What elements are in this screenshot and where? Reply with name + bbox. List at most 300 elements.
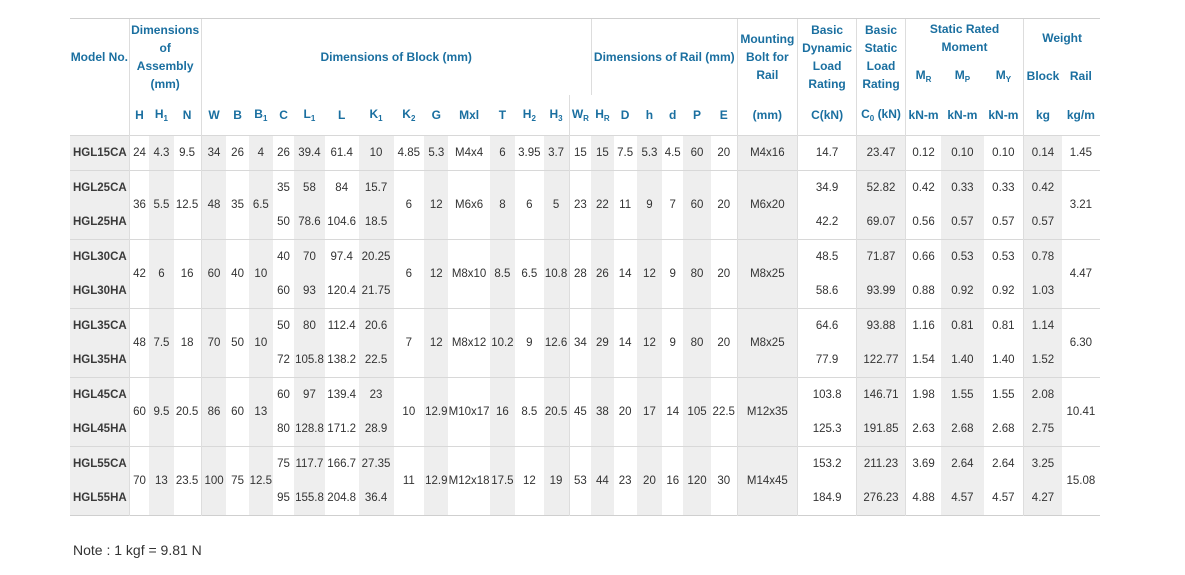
table-row bbox=[70, 447, 1100, 482]
cell-mr: 1.16 bbox=[905, 309, 941, 344]
cell-c-kn: 77.9 bbox=[797, 343, 856, 378]
cell-k2: 11 bbox=[394, 447, 425, 516]
cell-p: 60 bbox=[683, 136, 710, 171]
cell-model: HGL25HA bbox=[70, 205, 129, 240]
cell-bolt: M12x35 bbox=[737, 378, 797, 447]
cell-my: 0.57 bbox=[992, 216, 1015, 228]
cell-block: 0.57 bbox=[1024, 205, 1062, 240]
header-W: W bbox=[201, 95, 226, 136]
cell-wr: 28 bbox=[569, 240, 591, 309]
cell-l: 120.4 bbox=[327, 285, 357, 297]
cell-k2: 10 bbox=[394, 378, 425, 447]
cell-block: 0.78 bbox=[1024, 240, 1062, 275]
header-mp: $M_P$ bbox=[954, 68, 971, 84]
cell-b: 40 bbox=[226, 240, 248, 309]
header-rail: Dimensions of Rail (mm) bbox=[591, 19, 737, 96]
cell-k1: 20.6 bbox=[359, 309, 394, 344]
cell-l1: 80 bbox=[294, 309, 325, 344]
cell-k1: 10 bbox=[359, 136, 394, 171]
cell-e: 20 bbox=[711, 136, 737, 171]
cell-l: 166.7 bbox=[325, 447, 359, 482]
cell-w: 70 bbox=[201, 309, 226, 378]
cell-b: 35 bbox=[226, 171, 248, 240]
cell-mxl: M8x10 bbox=[448, 240, 489, 309]
cell-h3: 12.6 bbox=[544, 309, 569, 378]
cell-bolt: M14x45 bbox=[737, 447, 797, 516]
cell-h2: 6 bbox=[515, 171, 544, 240]
header-moment: Static Rated Moment bbox=[905, 19, 1023, 58]
cell-h: 12 bbox=[637, 309, 662, 378]
cell-bolt: M6x20 bbox=[737, 171, 797, 240]
header-E: E bbox=[719, 108, 728, 122]
cell-h: 36 bbox=[129, 171, 149, 240]
cell-c: 50 bbox=[277, 216, 290, 228]
cell-c-kn: 64.6 bbox=[797, 309, 856, 344]
cell-k2: 4.85 bbox=[394, 136, 425, 171]
cell-my: 2.68 bbox=[992, 423, 1015, 435]
header-WR: $W_R$ bbox=[569, 95, 591, 136]
cell-c: 80 bbox=[277, 423, 290, 435]
header-h: h bbox=[645, 108, 654, 122]
cell-mr: 0.56 bbox=[905, 205, 941, 240]
header-stat-unit: $C_0$ (kN) bbox=[857, 95, 906, 136]
cell-b1: 10 bbox=[249, 240, 273, 309]
cell-mr: 0.88 bbox=[905, 274, 941, 309]
cell-t: 8 bbox=[490, 171, 515, 240]
cell-c0: 69.07 bbox=[857, 205, 906, 240]
cell-l: 84 bbox=[325, 171, 359, 206]
cell-wr: 34 bbox=[569, 309, 591, 378]
cell-w: 48 bbox=[201, 171, 226, 240]
cell-l1: 117.7 bbox=[294, 447, 325, 482]
cell-c: 95 bbox=[277, 492, 290, 504]
cell-n: 16 bbox=[174, 240, 202, 309]
cell-l1: 70 bbox=[294, 240, 325, 275]
footnote: Note : 1 kgf = 9.81 N bbox=[73, 542, 202, 558]
cell-p: 80 bbox=[683, 309, 710, 378]
cell-c0: 191.85 bbox=[857, 412, 906, 447]
cell-b: 60 bbox=[226, 378, 248, 447]
cell-mr: 0.66 bbox=[905, 240, 941, 275]
cell-l: 171.2 bbox=[327, 423, 357, 435]
cell-bolt: M4x16 bbox=[737, 136, 797, 171]
cell-h3: 3.7 bbox=[544, 136, 569, 171]
cell-c-kn: 48.5 bbox=[797, 240, 856, 275]
cell-model: HGL35HA bbox=[70, 343, 129, 378]
header-model: Model No. bbox=[70, 19, 129, 96]
cell-b: 50 bbox=[226, 309, 248, 378]
cell-h3: 10.8 bbox=[544, 240, 569, 309]
cell-b1: 10 bbox=[249, 309, 273, 378]
cell-g: 5.3 bbox=[424, 136, 448, 171]
cell-k1: 28.9 bbox=[359, 412, 394, 447]
table-row bbox=[70, 171, 1100, 206]
header-H3: $H_3$ bbox=[549, 107, 563, 123]
header-blank bbox=[70, 95, 129, 136]
cell-k1: 21.75 bbox=[359, 274, 394, 309]
header-B1: $B_1$ bbox=[254, 107, 268, 123]
cell-l: 61.4 bbox=[325, 136, 359, 171]
cell-l1: 39.4 bbox=[294, 136, 325, 171]
cell-c: 26 bbox=[273, 136, 294, 171]
cell-my: 0.33 bbox=[984, 171, 1024, 206]
cell-d: 4.5 bbox=[662, 136, 683, 171]
cell-n: 12.5 bbox=[174, 171, 202, 240]
cell-c-kn: 125.3 bbox=[797, 412, 856, 447]
header-L1: $L_1$ bbox=[303, 107, 316, 123]
cell-h: 48 bbox=[129, 309, 149, 378]
cell-g: 12 bbox=[424, 171, 448, 240]
cell-l: 97.4 bbox=[325, 240, 359, 275]
cell-b1: 4 bbox=[249, 136, 273, 171]
cell-c-kn: 103.8 bbox=[797, 378, 856, 413]
cell-p: 60 bbox=[683, 171, 710, 240]
cell-mp: 0.53 bbox=[941, 240, 983, 275]
table-body bbox=[70, 136, 1100, 517]
cell-g: 12 bbox=[424, 240, 448, 309]
cell-d: 9 bbox=[662, 240, 683, 309]
cell-t: 10.2 bbox=[490, 309, 515, 378]
header-my: $M_Y$ bbox=[995, 68, 1012, 84]
cell-c-kn: 153.2 bbox=[797, 447, 856, 482]
table-row bbox=[70, 240, 1100, 275]
cell-block: 1.14 bbox=[1024, 309, 1062, 344]
cell-wr: 45 bbox=[569, 378, 591, 447]
cell-l1: 155.8 bbox=[294, 481, 325, 516]
cell-l: 204.8 bbox=[327, 492, 357, 504]
cell-d: 7 bbox=[662, 171, 683, 240]
cell-mp: 1.40 bbox=[941, 343, 983, 378]
cell-h: 60 bbox=[129, 378, 149, 447]
cell-mr: 2.63 bbox=[905, 412, 941, 447]
cell-c-kn: 14.7 bbox=[797, 136, 856, 171]
cell-c0: 146.71 bbox=[857, 378, 906, 413]
cell-d: 14 bbox=[614, 240, 637, 309]
cell-mp: 0.33 bbox=[941, 171, 983, 206]
cell-p: 105 bbox=[683, 378, 710, 447]
cell-k1: 20.25 bbox=[359, 240, 394, 275]
cell-e: 22.5 bbox=[711, 378, 737, 447]
cell-mxl: M6x6 bbox=[448, 171, 489, 240]
cell-e: 30 bbox=[711, 447, 737, 516]
cell-h1: 7.5 bbox=[149, 309, 173, 378]
header-G: G bbox=[431, 108, 441, 122]
cell-hr: 22 bbox=[591, 171, 613, 240]
cell-h: 9 bbox=[637, 171, 662, 240]
cell-c: 60 bbox=[273, 378, 294, 413]
cell-mr: 0.12 bbox=[905, 136, 941, 171]
cell-k1: 36.4 bbox=[359, 481, 394, 516]
header-assembly: Dimensions of Assembly (mm) bbox=[129, 19, 201, 96]
cell-h1: 5.5 bbox=[149, 171, 173, 240]
cell-c-kn: 184.9 bbox=[797, 481, 856, 516]
cell-block: 1.52 bbox=[1024, 343, 1062, 378]
cell-b1: 13 bbox=[249, 378, 273, 447]
cell-t: 17.5 bbox=[490, 447, 515, 516]
cell-d: 20 bbox=[614, 378, 637, 447]
spec-table bbox=[70, 18, 1100, 516]
cell-mp: 0.57 bbox=[941, 205, 983, 240]
cell-k1: 18.5 bbox=[359, 205, 394, 240]
cell-hr: 38 bbox=[591, 378, 613, 447]
cell-c0: 71.87 bbox=[857, 240, 906, 275]
cell-rail: 15.08 bbox=[1062, 447, 1100, 516]
header-K2: $K_2$ bbox=[402, 107, 416, 123]
cell-h1: 9.5 bbox=[149, 378, 173, 447]
cell-c-kn: 58.6 bbox=[797, 274, 856, 309]
cell-l1: 128.8 bbox=[294, 412, 325, 447]
cell-mr: 4.88 bbox=[905, 481, 941, 516]
cell-hr: 44 bbox=[591, 447, 613, 516]
header-P: P bbox=[693, 108, 702, 122]
cell-l: 139.4 bbox=[325, 378, 359, 413]
cell-h2: 12 bbox=[515, 447, 544, 516]
cell-g: 12 bbox=[424, 309, 448, 378]
cell-w: 100 bbox=[201, 447, 226, 516]
cell-d: 16 bbox=[662, 447, 683, 516]
cell-l1: 97 bbox=[294, 378, 325, 413]
cell-model: HGL45HA bbox=[70, 412, 129, 447]
table-row bbox=[70, 309, 1100, 344]
cell-l: 104.6 bbox=[327, 216, 357, 228]
cell-rail: 10.41 bbox=[1062, 378, 1100, 447]
table-row bbox=[70, 136, 1100, 171]
cell-mr: 0.42 bbox=[905, 171, 941, 206]
cell-l: 112.4 bbox=[325, 309, 359, 344]
cell-c: 40 bbox=[273, 240, 294, 275]
cell-h3: 19 bbox=[544, 447, 569, 516]
header-L: L bbox=[338, 108, 346, 122]
cell-model: HGL35CA bbox=[70, 309, 129, 344]
cell-c: 35 bbox=[273, 171, 294, 206]
header-block: Dimensions of Block (mm) bbox=[201, 19, 591, 96]
header-mr-unit: kN-m bbox=[905, 95, 941, 136]
cell-g: 12.9 bbox=[424, 447, 448, 516]
cell-mp: 2.68 bbox=[941, 412, 983, 447]
cell-h: 20 bbox=[637, 447, 662, 516]
cell-block: 0.42 bbox=[1024, 171, 1062, 206]
cell-c0: 23.47 bbox=[857, 136, 906, 171]
cell-l: 138.2 bbox=[327, 354, 357, 366]
cell-mp: 4.57 bbox=[941, 481, 983, 516]
cell-my: 1.55 bbox=[984, 378, 1024, 413]
cell-l1: 105.8 bbox=[294, 343, 325, 378]
cell-mxl: M8x12 bbox=[448, 309, 489, 378]
cell-p: 80 bbox=[683, 240, 710, 309]
cell-wr: 23 bbox=[569, 171, 591, 240]
cell-model: HGL55CA bbox=[70, 447, 129, 482]
cell-p: 120 bbox=[683, 447, 710, 516]
cell-block: 1.03 bbox=[1024, 274, 1062, 309]
cell-d: 7.5 bbox=[614, 136, 637, 171]
header-d: d bbox=[669, 108, 677, 122]
cell-my: 0.81 bbox=[984, 309, 1024, 344]
cell-c-kn: 34.9 bbox=[797, 171, 856, 206]
cell-n: 20.5 bbox=[174, 378, 202, 447]
header-mp-unit: kN-m bbox=[947, 108, 978, 122]
cell-w: 86 bbox=[201, 378, 226, 447]
cell-d: 14 bbox=[662, 378, 683, 447]
cell-d: 9 bbox=[662, 309, 683, 378]
header-K1: $K_1$ bbox=[369, 107, 383, 123]
cell-h1: 13 bbox=[149, 447, 173, 516]
header-C: C bbox=[279, 108, 288, 122]
cell-c0: 122.77 bbox=[857, 343, 906, 378]
cell-rail: 3.21 bbox=[1062, 171, 1100, 240]
cell-block: 3.25 bbox=[1024, 447, 1062, 482]
header-Mxl: Mxl bbox=[459, 108, 480, 122]
cell-model: HGL25CA bbox=[70, 171, 129, 206]
cell-h: 5.3 bbox=[637, 136, 662, 171]
cell-c: 75 bbox=[273, 447, 294, 482]
table-row bbox=[70, 378, 1100, 413]
cell-c: 50 bbox=[273, 309, 294, 344]
cell-c0: 93.99 bbox=[857, 274, 906, 309]
cell-my: 0.53 bbox=[984, 240, 1024, 275]
cell-mp: 2.64 bbox=[941, 447, 983, 482]
cell-my: 4.57 bbox=[992, 492, 1015, 504]
header-weight-block: Block bbox=[1024, 57, 1062, 95]
cell-l1: 58 bbox=[294, 171, 325, 206]
cell-mr: 1.54 bbox=[905, 343, 941, 378]
cell-c: 60 bbox=[277, 285, 290, 297]
cell-l1: 93 bbox=[294, 274, 325, 309]
cell-h1: 4.3 bbox=[149, 136, 173, 171]
cell-block: 2.08 bbox=[1024, 378, 1062, 413]
cell-k1: 22.5 bbox=[359, 343, 394, 378]
cell-my: 0.10 bbox=[984, 136, 1024, 171]
header-dynamic-load: Basic Dynamic Load Rating bbox=[797, 19, 856, 96]
cell-mxl: M10x17 bbox=[448, 378, 489, 447]
cell-b: 75 bbox=[226, 447, 248, 516]
header-HR: $H_R$ bbox=[595, 107, 610, 123]
cell-n: 9.5 bbox=[174, 136, 202, 171]
cell-k2: 6 bbox=[394, 171, 425, 240]
cell-k1: 27.35 bbox=[359, 447, 394, 482]
cell-hr: 29 bbox=[591, 309, 613, 378]
header-weight: Weight bbox=[1024, 19, 1100, 58]
cell-h3: 5 bbox=[544, 171, 569, 240]
cell-mxl: M12x18 bbox=[448, 447, 489, 516]
cell-mp: 0.92 bbox=[941, 274, 983, 309]
header-H1: $H_1$ bbox=[154, 107, 168, 123]
cell-h: 17 bbox=[637, 378, 662, 447]
cell-c0: 211.23 bbox=[857, 447, 906, 482]
header-rail-unit: kg/m bbox=[1066, 108, 1095, 122]
cell-n: 23.5 bbox=[174, 447, 202, 516]
cell-l1: 78.6 bbox=[294, 205, 325, 240]
cell-t: 6 bbox=[490, 136, 515, 171]
cell-h: 42 bbox=[129, 240, 149, 309]
header-D: D bbox=[620, 108, 630, 122]
cell-block: 0.14 bbox=[1024, 136, 1062, 171]
cell-hr: 26 bbox=[591, 240, 613, 309]
cell-mr: 1.98 bbox=[905, 378, 941, 413]
cell-c0: 276.23 bbox=[857, 481, 906, 516]
header-H: H bbox=[129, 95, 149, 136]
cell-h: 24 bbox=[129, 136, 149, 171]
header-mr: $M_R$ bbox=[905, 57, 941, 95]
cell-rail: 6.30 bbox=[1062, 309, 1100, 378]
cell-h2: 3.95 bbox=[515, 136, 544, 171]
cell-k1: 15.7 bbox=[359, 171, 394, 206]
header-static-load: Basic Static Load Rating bbox=[857, 19, 906, 96]
cell-mp: 0.81 bbox=[941, 309, 983, 344]
cell-h2: 6.5 bbox=[515, 240, 544, 309]
cell-my: 0.92 bbox=[992, 285, 1015, 297]
cell-d: 23 bbox=[614, 447, 637, 516]
cell-bolt: M8x25 bbox=[737, 240, 797, 309]
cell-e: 20 bbox=[711, 171, 737, 240]
cell-my: 1.40 bbox=[992, 354, 1015, 366]
header-block-unit: kg bbox=[1024, 95, 1062, 136]
cell-d: 11 bbox=[614, 171, 637, 240]
cell-model: HGL15CA bbox=[70, 136, 129, 171]
cell-model: HGL55HA bbox=[70, 481, 129, 516]
cell-b1: 6.5 bbox=[249, 171, 273, 240]
cell-h2: 9 bbox=[515, 309, 544, 378]
cell-b1: 12.5 bbox=[249, 447, 273, 516]
header-N: N bbox=[182, 108, 192, 122]
cell-k2: 6 bbox=[394, 240, 425, 309]
cell-rail: 1.45 bbox=[1062, 136, 1100, 171]
cell-w: 60 bbox=[201, 240, 226, 309]
header-my-unit: kN-m bbox=[988, 108, 1019, 122]
cell-n: 18 bbox=[174, 309, 202, 378]
header-weight-rail: Rail bbox=[1069, 69, 1092, 83]
table-bottom-rule bbox=[70, 516, 1100, 517]
cell-h2: 8.5 bbox=[515, 378, 544, 447]
header-bolt-unit: (mm) bbox=[737, 95, 797, 136]
cell-block: 2.75 bbox=[1024, 412, 1062, 447]
cell-e: 20 bbox=[711, 240, 737, 309]
cell-b: 26 bbox=[226, 136, 248, 171]
cell-model: HGL30HA bbox=[70, 274, 129, 309]
header-T: T bbox=[498, 108, 507, 122]
cell-bolt: M8x25 bbox=[737, 309, 797, 378]
cell-model: HGL45CA bbox=[70, 378, 129, 413]
cell-k2: 7 bbox=[394, 309, 425, 378]
cell-mxl: M4x4 bbox=[448, 136, 489, 171]
cell-my: 2.64 bbox=[984, 447, 1024, 482]
cell-model: HGL30CA bbox=[70, 240, 129, 275]
header-bolt: Mounting Bolt for Rail bbox=[737, 19, 797, 96]
cell-wr: 15 bbox=[569, 136, 591, 171]
cell-h3: 20.5 bbox=[544, 378, 569, 447]
bottom-rule bbox=[70, 516, 1100, 517]
cell-wr: 53 bbox=[569, 447, 591, 516]
cell-k1: 23 bbox=[359, 378, 394, 413]
cell-block: 4.27 bbox=[1024, 481, 1062, 516]
header-H2: $H_2$ bbox=[522, 107, 536, 123]
header-dyn-unit: C(kN) bbox=[797, 95, 856, 136]
cell-h1: 6 bbox=[149, 240, 173, 309]
spec-table-wrapper bbox=[70, 18, 1100, 516]
cell-t: 8.5 bbox=[490, 240, 515, 309]
cell-c0: 93.88 bbox=[857, 309, 906, 344]
cell-d: 14 bbox=[614, 309, 637, 378]
cell-hr: 15 bbox=[591, 136, 613, 171]
cell-c-kn: 42.2 bbox=[797, 205, 856, 240]
cell-c0: 52.82 bbox=[857, 171, 906, 206]
cell-c: 72 bbox=[277, 354, 290, 366]
cell-t: 16 bbox=[490, 378, 515, 447]
header-B: B bbox=[233, 108, 242, 122]
cell-e: 20 bbox=[711, 309, 737, 378]
cell-g: 12.9 bbox=[424, 378, 448, 447]
cell-mp: 1.55 bbox=[941, 378, 983, 413]
cell-w: 34 bbox=[201, 136, 226, 171]
